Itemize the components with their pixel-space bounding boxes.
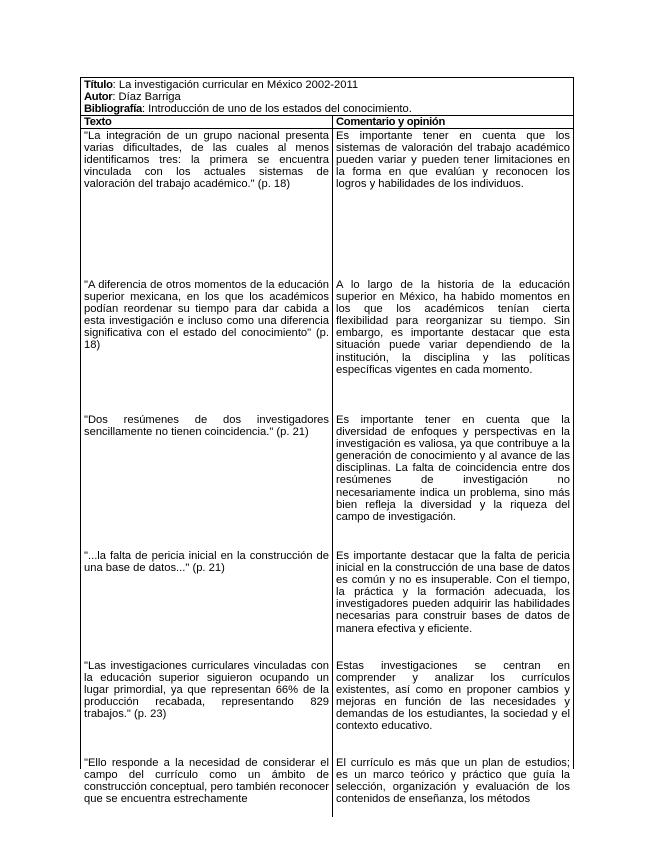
title-line — [84, 79, 570, 91]
commentary-table — [81, 115, 573, 817]
table-row — [81, 278, 573, 413]
table-row — [81, 756, 573, 817]
table-header-row — [81, 116, 573, 129]
table-row — [81, 413, 573, 549]
comentario-cell: Estas investigaciones se centran en comprender y analizar los currículos existentes, así como en proponer cambios y mejoras en función de las necesidades y demandas de los estudiantes, la sociedad y el contexto educativo. — [333, 659, 574, 756]
comentario-cell: Es importante tener en cuenta que la diversidad de enfoques y perspectivas en la investigación es valiosa, ya que contribuye a la generación de conocimiento y al avance de las disciplinas. La falta de coincidencia entre dos resúmenes de investigación no necesariamente indica un problema, sino más bien refleja la diversidad y la riqueza del campo de investigación. — [333, 413, 574, 549]
comentario-cell: El currículo es más que un plan de estudios; es un marco teórico y práctico que guía la selección, organización y evaluación de los contenidos de enseñanza, los métodos — [333, 756, 574, 817]
comentario-cell: Es importante tener en cuenta que los sistemas de valoración del trabajo académico pueden variar y pueden tener limitaciones en la forma en que evalúan y reconocen los logros y habilidades de los individuos. — [333, 129, 574, 279]
table-row — [81, 549, 573, 659]
author-line — [84, 91, 570, 103]
title-value: : La investigación curricular en México 2002-2011 — [112, 79, 359, 91]
document-header — [81, 78, 573, 115]
bibliography-line — [84, 103, 570, 115]
title-label: Título — [84, 79, 113, 91]
bibliography-label: Bibliografía — [84, 103, 142, 115]
texto-cell: "...la falta de pericia inicial en la construcción de una base de datos..." (p. 21) — [84, 550, 329, 575]
texto-cell: "Dos resúmenes de dos investigadores sencillamente no tienen coincidencia." (p. 21) — [84, 414, 329, 439]
column-header-comentario: Comentario y opinión — [333, 116, 574, 129]
comentario-cell: Es importante destacar que la falta de pericia inicial en la construcción de una base de datos es común y no es insuperable. Con el tiempo, la práctica y la formación adecuada, los investigadores pueden adquirir las habilidades necesarias para construir bases de datos de manera efectiva y eficiente. — [333, 549, 574, 659]
author-value: : Díaz Barriga — [112, 91, 181, 103]
bibliography-value: : Introducción de uno de los estados del conocimiento. — [141, 103, 412, 115]
texto-cell: "La integración de un grupo nacional presenta varias dificultades, de las cuales al menos identificamos tres: la primera se encuentra vinculada con los actuales sistemas de valoración del trabajo académico." (p. 18) — [84, 130, 329, 191]
texto-cell: "Ello responde a la necesidad de considerar el campo del currículo como un ámbito de construcción conceptual, pero también reconocer que se encuentra estrechamente — [84, 757, 329, 806]
comentario-cell: A lo largo de la historia de la educación superior en México, ha habido momentos en los que los académicos tenían cierta flexibilidad para reorganizar su tiempo. Sin embargo, es importante destacar que esta situación puede variar dependiendo de la institución, la disciplina y las políticas específicas vigentes en cada momento. — [333, 278, 574, 413]
texto-cell: "Las investigaciones curriculares vinculadas con la educación superior siguieron ocupando un lugar primordial, ya que representan 66% de la producción recabada, representando 829 trabajos." (p. 23) — [84, 660, 329, 721]
table-row — [81, 659, 573, 756]
author-label: Autor — [84, 91, 113, 103]
document-page — [80, 77, 574, 806]
table-row — [81, 129, 573, 279]
column-header-texto: Texto — [81, 116, 333, 129]
texto-cell: "A diferencia de otros momentos de la educación superior mexicana, en los que los académicos podían reordenar su tiempo para dar cabida a esta investigación e incluso como una diferencia significativa con el estado del conocimiento" (p. 18) — [84, 279, 329, 352]
